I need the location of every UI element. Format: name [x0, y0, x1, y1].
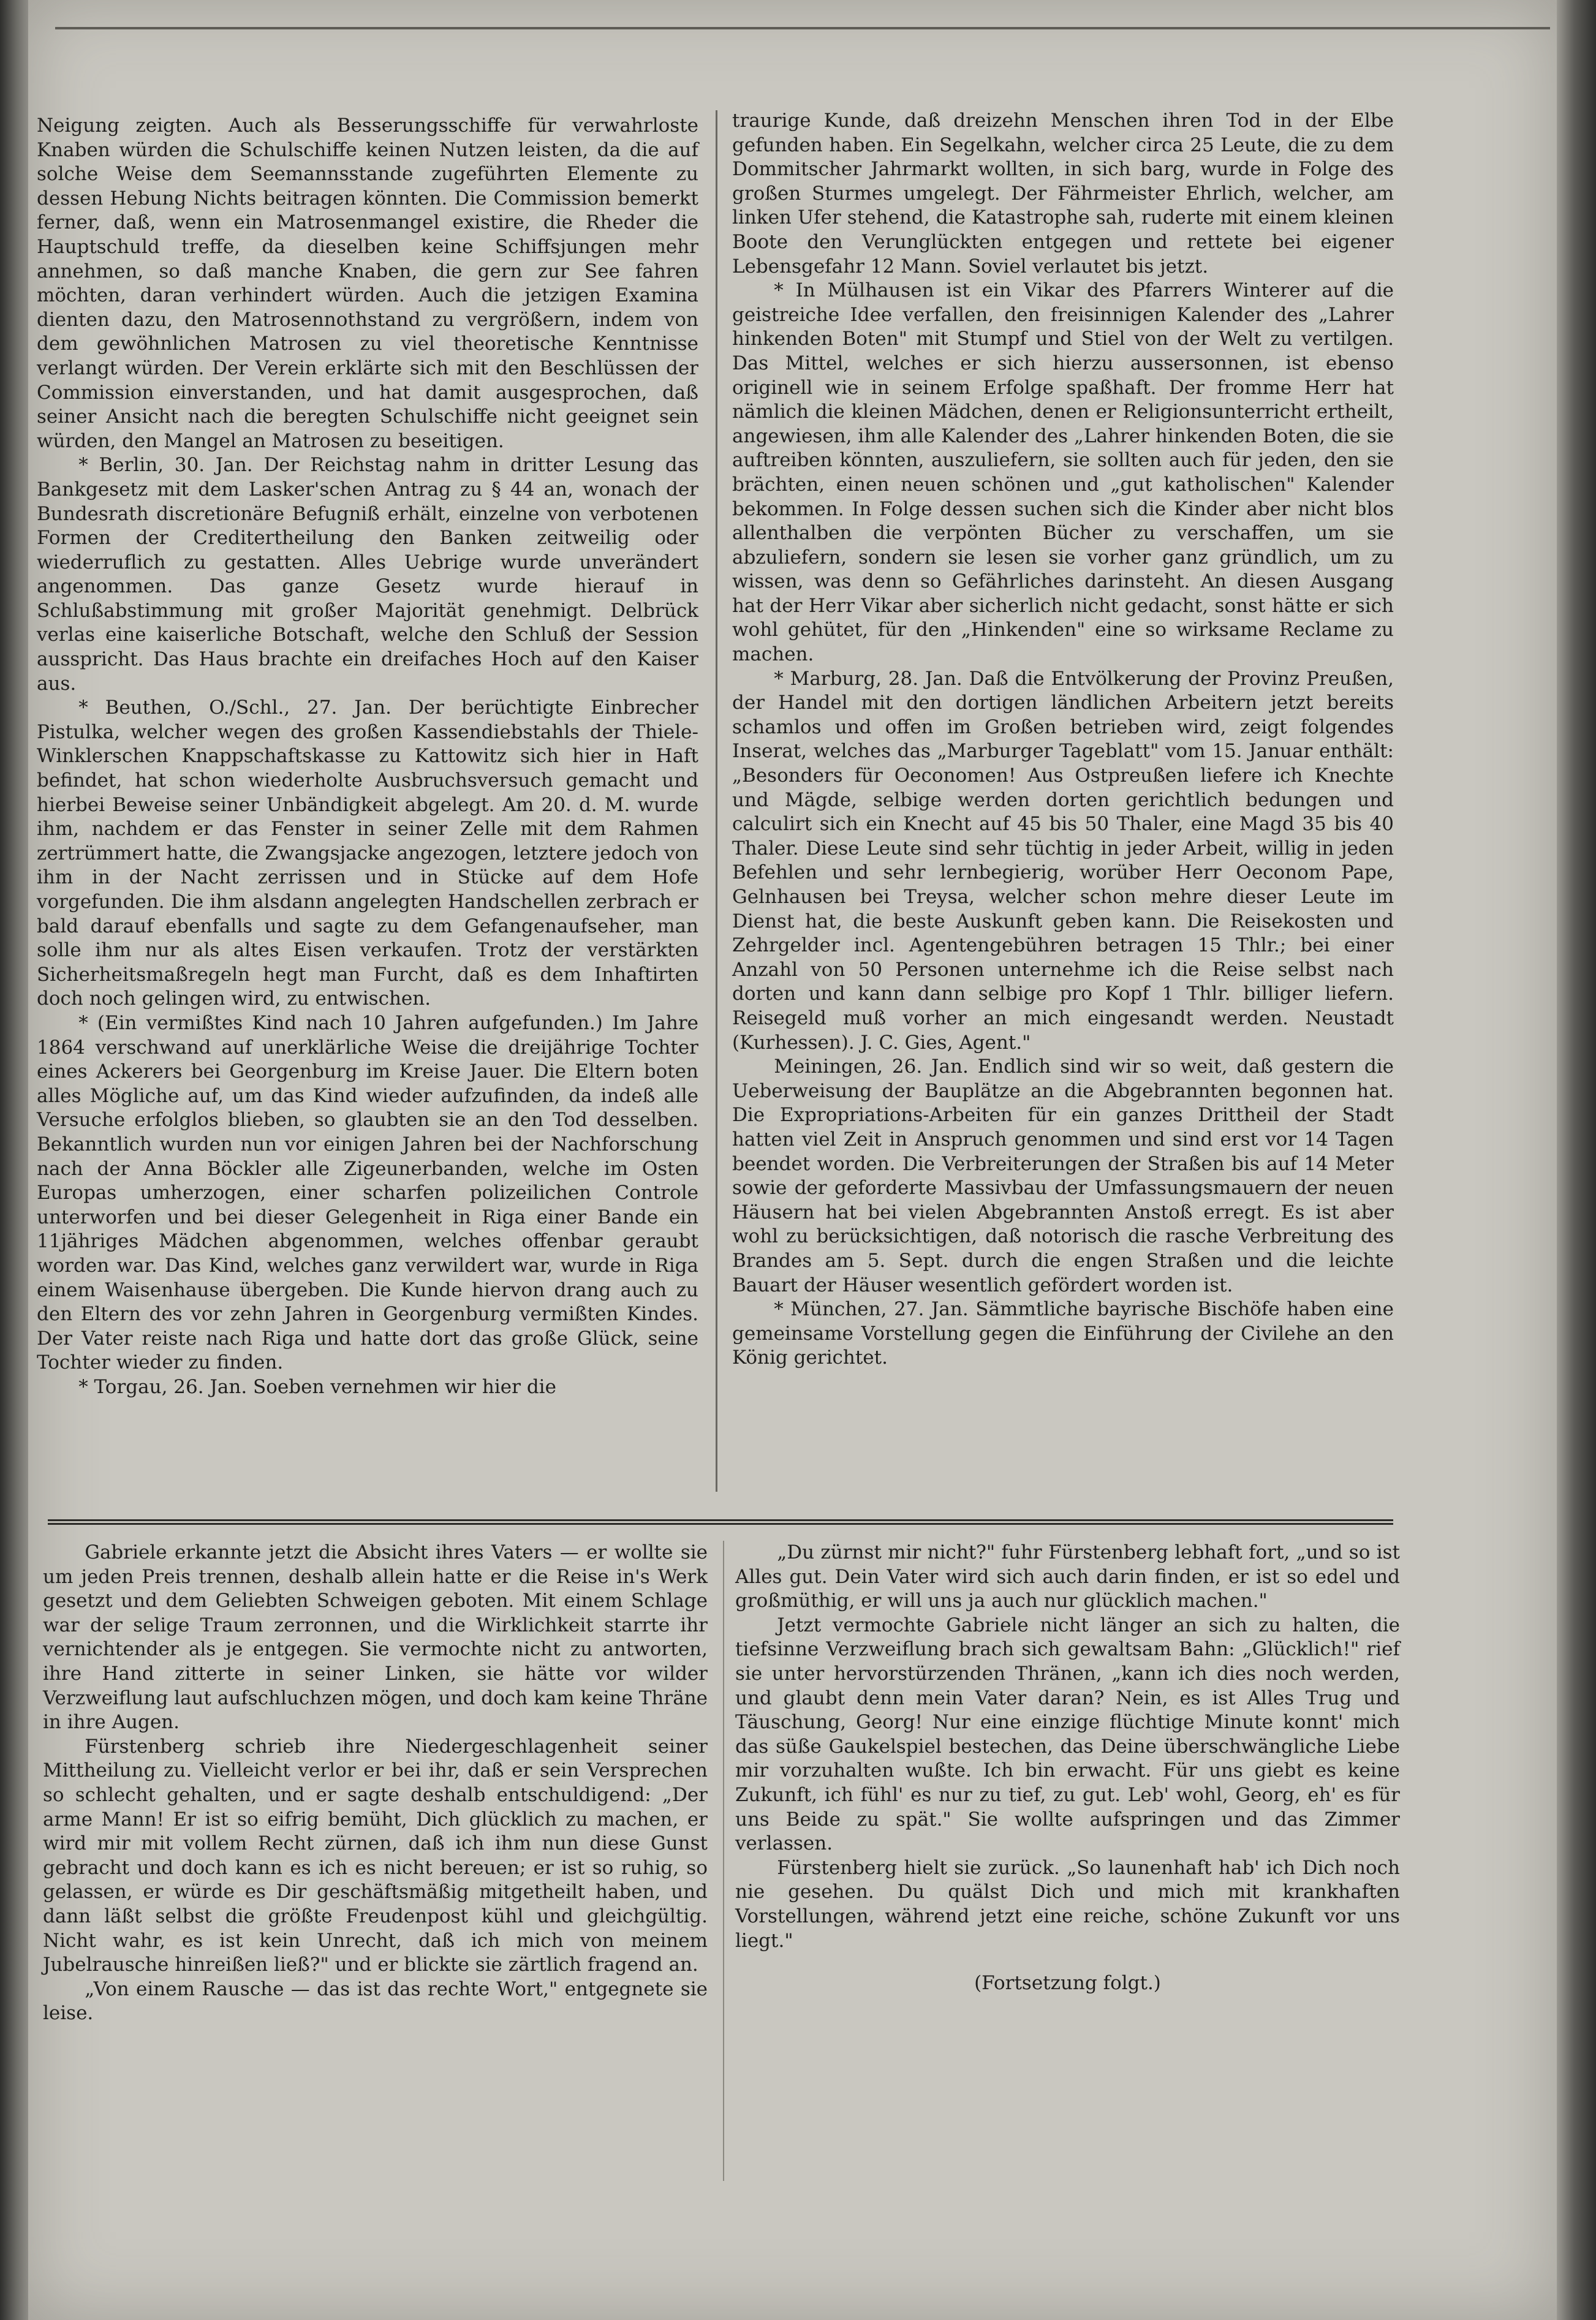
article-berlin: * Berlin, 30. Jan. Der Reichstag nahm in dritter Lesung das Bankgesetz mit dem Lasker'schen Antrag zu § 44 an, wonach der Bundesrath discretionäre Befugniß erhält, einzelne von verbotenen Formen der Creditertheilung den Banken zeitweilig oder wiederruflich zu gestatten. Alles Uebrige wurde unverändert angenommen. Das ganze Gesetz wurde hierauf in Schlußabstimmung mit großer Majorität genehmigt. Delbrück verlas eine kaiserliche Botschaft, welche den Schluß der Session ausspricht. Das Haus brachte ein dreifaches Hoch auf den Kaiser aus.: [37, 454, 698, 695]
upper-right-column: [732, 109, 1394, 1370]
story-paragraph: „Du zürnst mir nicht?" fuhr Fürstenberg lebhaft fort, „und so ist Alles gut. Dein Vater wird sich auch darin finden, er ist so edel und großmüthig, er will uns ja auch nur glücklich machen.": [735, 1541, 1400, 1612]
page-edge: [1557, 0, 1596, 2320]
article-meiningen: Meiningen, 26. Jan. Endlich sind wir so weit, daß gestern die Ueberweisung der Bauplätze an die Abgebrannten begonnen hat. Die Expropriations-Arbeiten für ein ganzes Drittheil der Stadt hatten viel Zeit in Anspruch genommen und sind erst vor 14 Tagen beendet worden. Die Verbreiterungen der Straßen bis auf 14 Meter sowie der geforderte Massivbau der Umfassungsmauern der neuen Häusern hat bei vielen Abgebrannten Anstoß erregt. Es ist aber wohl zu berücksichtigen, daß notorisch die rasche Verbreitung des Brandes am 5. Sept. durch die engen Straßen und die leichte Bauart der Häuser wesentlich gefördert worden ist.: [732, 1056, 1394, 1296]
article-paragraph: traurige Kunde, daß dreizehn Menschen ihren Tod in der Elbe gefunden haben. Ein Segelkahn, welcher circa 25 Leute, die zu dem Dommitscher Jahrmarkt wollten, in sich barg, wurde in Folge des großen Sturmes umgelegt. Der Fährmeister Ehrlich, welcher, am linken Ufer stehend, die Katastrophe sah, ruderte mit einem kleinen Boote den Verunglückten entgegen und rettete bei eigener Lebensgefahr 12 Mann. Soviel verlautet bis jetzt.: [732, 110, 1394, 278]
article-paragraph: Neigung zeigten. Auch als Besserungsschiffe für verwahrloste Knaben würden die Schulschiffe keinen Nutzen leisten, da die auf solche Weise dem Seemannsstande zugeführten Elemente zu dessen Hebung Nichts beitragen könnten. Die Commission bemerkt ferner, daß, wenn ein Matrosenmangel existire, die Rheder die Hauptschuld treffe, da dieselben keine Schiffsjungen mehr annehmen, so daß manche Knaben, die gern zur See fahren möchten, daran verhindert würden. Auch die jetzigen Examina dienten dazu, den Matrosennothstand zu vergrößern, indem von dem gewöhnlichen Matrosen zu viel theoretische Kenntnisse verlangt würden. Der Verein erklärte sich mit den Beschlüssen der Commission einverstanden, und hat damit ausgesprochen, daß seiner Ansicht nach die beregten Schulschiffe nicht geeignet sein würden, den Mangel an Matrosen zu beseitigen.: [37, 115, 698, 452]
article-muenchen: * München, 27. Jan. Sämmtliche bayrische Bischöfe haben eine gemeinsame Vorstellung gegen die Einführung der Civilehe an den König gerichtet.: [732, 1298, 1394, 1369]
top-rule: [55, 27, 1550, 29]
article-missing-child: * (Ein vermißtes Kind nach 10 Jahren aufgefunden.) Im Jahre 1864 verschwand auf unerklärliche Weise die dreijährige Tochter eines Ackerers bei Georgenburg im Kreise Jauer. Die Eltern boten alles Mögliche auf, um das Kind wieder aufzufinden, da indeß alle Versuche erfolglos blieben, so glaubten sie an den Tod desselben. Bekanntlich wurden nun vor einigen Jahren bei der Nachforschung nach der Anna Böckler alle Zigeunerbanden, welche im Osten Europas umherzogen, einer scharfen polizeilichen Controle unterworfen und bei dieser Gelegenheit in Riga einer Bande ein 11jähriges Mädchen abgenommen, welches offenbar geraubt worden war. Das Kind, welches ganz verwildert war, wurde in Riga einem Waisenhause übergeben. Die Kunde hiervon drang auch zu den Eltern des vor zehn Jahren in Georgenburg vermißten Kindes. Der Vater reiste nach Riga und hatte dort das große Glück, seine Tochter wieder zu finden.: [37, 1011, 698, 1374]
story-paragraph: Jetzt vermochte Gabriele nicht länger an sich zu halten, die tiefsinne Verzweiflung brach sich gewaltsam Bahn: „Glücklich!" rief sie unter hervorstürzenden Thränen, „kann ich dies noch werden, und glaubt denn mein Vater daran? Nein, es ist Alles Trug und Täuschung, Georg! Nur eine einzige flüchtige Minute konnt' mich das süße Gaukelspiel bestechen, das Deine überschwängliche Liebe mir vorzuhalten wußte. Ich bin erwacht. Für uns giebt es keine Zukunft, ich fühl' es nur zu tief, zu gut. Leb' wohl, Georg, eh' es für uns Beide zu spät." Sie wollte aufspringen und das Zimmer verlassen.: [735, 1614, 1400, 1855]
section-divider: [48, 1519, 1393, 1525]
article-beuthen: * Beuthen, O./Schl., 27. Jan. Der berüchtigte Einbrecher Pistulka, welcher wegen des großen Kassendiebstahls der Thiele-Winklerschen Knappschaftskasse zu Kattowitz sich hier in Haft befindet, hat schon wiederholte Ausbruchsversuch gemacht und hierbei Beweise seiner Unbändigkeit abgelegt. Am 20. d. M. wurde ihm, nachdem er das Fenster in seiner Zelle mit dem Rahmen zertrümmert hatte, die Zwangsjacke angezogen, letztere jedoch von ihm in der Nacht zerrissen und in Stücke auf dem Hofe vorgefunden. Die ihm alsdann angelegten Handschellen zerbrach er bald darauf ebenfalls und sagte zu dem Gefangenaufseher, man solle ihm nur als altes Eisen verkaufen. Trotz der verstärkten Sicherheitsmaßregeln hegt man Furcht, daß es dem Inhaftirten doch noch gelingen wird, zu entwischen.: [37, 697, 698, 1010]
article-muelhausen: * In Mülhausen ist ein Vikar des Pfarrers Winterer auf die geistreiche Idee verfallen, den freisinnigen Kalender des „Lahrer hinkenden Boten" mit Stumpf und Stiel von der Welt zu vertilgen. Das Mittel, welches er sich hierzu aussersonnen, ist ebenso originell wie in seinem Erfolge spaßhaft. Der fromme Herr hat nämlich die kleinen Mädchen, denen er Religionsunterricht ertheilt, angewiesen, ihm alle Kalender des „Lahrer hinkenden Boten, die sie auftreiben könnten, auszuliefern, sie sollten auch für jeden, den sie brächten, einen neuen schönen und „gut katholischen" Kalender bekommen. In Folge dessen suchen sich die Kinder aber nicht blos allenthalben die verpönten Bücher zu verschaffen, um sie abzuliefern, sondern sie lesen sie vorher ganz gründlich, um zu wissen, was denn so Gefährliches darinsteht. An diesen Ausgang hat der Herr Vikar aber sicherlich nicht gedacht, sonst hätte er sich wohl gehütet, für den „Hinkenden" eine so wirksame Reclame zu machen.: [732, 279, 1394, 666]
binding-gutter: [0, 0, 28, 2320]
story-paragraph: Gabriele erkannte jetzt die Absicht ihres Vaters — er wollte sie um jeden Preis trennen, deshalb allein hatte er die Reise in's Werk gesetzt und dem Geliebten Schweigen geboten. Mit einem Schlage war der selige Traum zerronnen, und die Wirklichkeit starrte ihr vernichtender als je entgegen. Sie vermochte nicht zu antworten, ihre Hand zitterte in seiner Linken, sie hätte vor wilder Verzweiflung laut aufschluchzen mögen, und doch kam keine Thräne in ihre Augen.: [43, 1541, 708, 1734]
column-divider: [716, 110, 717, 1492]
story-paragraph: Fürstenberg schrieb ihre Niedergeschlagenheit seiner Mittheilung zu. Vielleicht verlor er bei ihr, daß er sein Versprechen so schlecht gehalten, und er sagte deshalb entschuldigend: „Der arme Mann! Er ist so eifrig bemüht, Dich glücklich zu machen, er wird mir mit vollem Recht zürnen, daß ich ihm nun diese Gunst gebracht und doch kann es ich es nicht bereuen; er ist so ruhig, so gelassen, er würde es Dir geschäftsmäßig mitgetheilt haben, und dann läßt selbst die größte Freudenpost kühl und gleichgültig. Nicht wahr, es ist kein Unrecht, daß ich mich von meinem Jubelrausche hinreißen ließ?" und er blickte sie zärtlich fragend an.: [43, 1735, 708, 1976]
article-torgau: * Torgau, 26. Jan. Soeben vernehmen wir hier die: [78, 1375, 556, 1398]
continued-note: (Fortsetzung folgt.): [974, 1972, 1161, 1995]
story-paragraph: Fürstenberg hielt sie zurück. „So launenhaft hab' ich Dich noch nie gesehen. Du quälst Dich und mich mit krankhaften Vorstellungen, während jetzt eine reiche, schöne Zukunft vor uns liegt.": [735, 1856, 1400, 1952]
feuilleton-right-column: [735, 1541, 1400, 1996]
article-marburg: * Marburg, 28. Jan. Daß die Entvölkerung der Provinz Preußen, der Handel mit den dortigen ländlichen Arbeitern jetzt bereits schamlos und offen im Großen betrieben wird, zeigt folgendes Inserat, welches das „Marburger Tageblatt" vom 15. Januar enthält: „Besonders für Oeconomen! Aus Ostpreußen liefere ich Knechte und Mägde, selbige werden dorten gerichtlich bedungen und calculirt sich ein Knecht auf 45 bis 50 Thaler, eine Magd 35 bis 40 Thaler. Diese Leute sind sehr tüchtig in jeder Arbeit, willig in jeden Befehlen und sehr lernbegierig, worüber Herr Oeconom Pape, Gelnhausen bei Treysa, welcher schon mehre dieser Leute im Dienst hat, die beste Auskunft geben kann. Die Reisekosten und Zehrgelder incl. Agentengebühren betragen 15 Thlr.; bei einer Anzahl von 50 Personen unternehme ich die Reise selbst nach dorten und kann dann selbige pro Kopf 1 Thlr. billiger liefern. Reisegeld muß vorher an mich eingesandt werden. Neustadt (Kurhessen). J. C. Gies, Agent.": [732, 667, 1394, 1054]
column-divider: [723, 1541, 724, 2181]
feuilleton-left-column: [43, 1541, 708, 2026]
story-paragraph: „Von einem Rausche — das ist das rechte Wort," entgegnete sie leise.: [43, 1978, 708, 2025]
upper-left-column: [37, 114, 698, 1399]
